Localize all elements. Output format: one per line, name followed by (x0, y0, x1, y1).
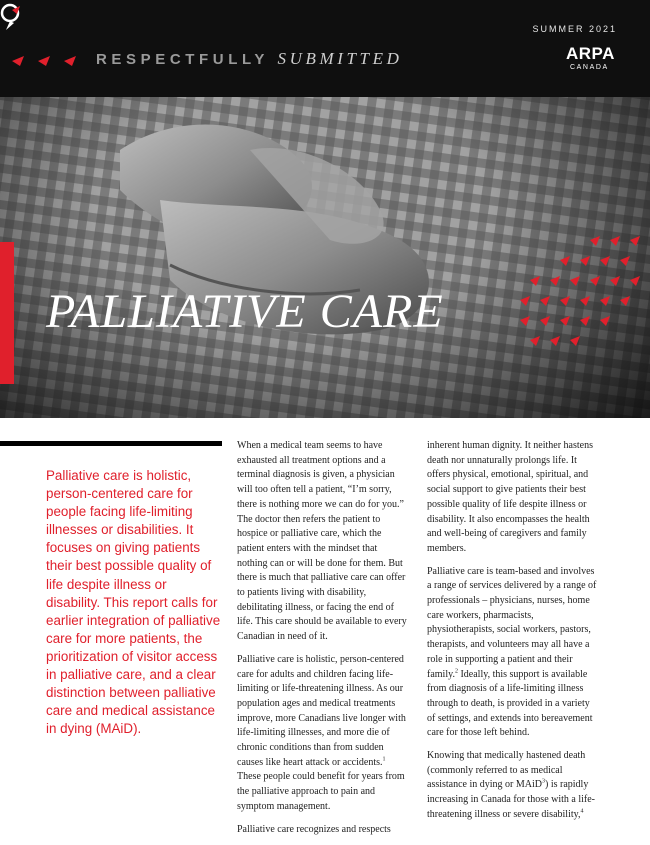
footnote-ref: 1 (382, 756, 386, 763)
issue-date: SUMMER 2021 (532, 24, 617, 34)
chevron-arrows-icon (10, 53, 80, 67)
body-paragraph (427, 565, 597, 741)
series-title-primary: RESPECTFULLY (96, 51, 269, 68)
series-title (96, 49, 402, 69)
footnote-ref: 2 (454, 668, 458, 675)
footnote-ref: 4 (580, 808, 584, 815)
summary-text: Palliative care is holistic, person-centered care for people facing life-limiting illnesses or disabilities. It focuses on giving patients their best possible quality of life despite illness or disability. This report calls for earlier integration of palliative care for more patients, the prioritization of visitor access in palliative care, and a clear distinction between palliative care and medical assistance in dying (MAiD). (46, 468, 221, 737)
page-title: PALLIATIVE CARE (46, 285, 444, 338)
body-text: Knowing that medically hastened death (commonly referred to as medical assistance in dying or MAiD (427, 750, 586, 791)
org-name: ARPA (566, 44, 615, 63)
arpa-logo-icon (0, 0, 80, 34)
body-paragraph: Palliative care recognizes and respects (237, 823, 391, 835)
body-text: Ideally, this support is available from diagnosis of a life-limiting illness through to death, is provided in a variety of settings, and extends into bereavement care for those left behind. (427, 668, 593, 739)
body-text: These people could benefit for years from the palliative approach to pain and symptom management. (237, 771, 405, 812)
body-column-2 (427, 439, 597, 831)
series-title-italic: SUBMITTED (277, 49, 403, 68)
red-accent-bar (0, 242, 14, 384)
section-divider (0, 441, 222, 446)
body-text: ) is rapidly increasing in Canada for those with a life-threatening illness or severe disability, (427, 779, 595, 820)
body-text: Palliative care is team-based and involves a range of services delivered by a range of professionals – physicians, nurses, home care workers, pharmacists, physiotherapists, social workers, pastors, therapists, and volunteers may all have a role in supporting a patient and their family. (427, 565, 597, 680)
body-text: Palliative care is holistic, person-centered care for adults and children facing life-limiting or life-threatening illness. As our population ages and medical treatments improve, more Canadians live longer with life-limiting illnesses, and more die of chronic conditions than from sudden causes like heart attack or accidents. (237, 653, 406, 768)
body-paragraph: inherent human dignity. It neither hastens death nor unnaturally prolongs life. It offers physical, emotional, spiritual, and social support to give patients their best possible quality of life despite illness or disability. It also encompasses the health and well-being of caregivers and family members. (427, 440, 593, 554)
body-paragraph (237, 653, 407, 815)
body-paragraph: When a medical team seems to have exhausted all treatment options and a terminal diagnosis is given, a physician will too often tell a patient, “I’m sorry, there is nothing more we can do for you.” The doctor then refers the patient to hospice or palliative care, which the patient enters with the mindset that nothing can or will be done for them. But there is much that palliative care can offer to patients living with disability, debilitating illness, or facing the end of life. This care should be available to every Canadian in need of it. (237, 440, 407, 643)
org-sub: CANADA (570, 64, 609, 71)
footnote-ref: 3 (542, 779, 545, 786)
hero-photo (0, 0, 650, 418)
body-column-1 (237, 439, 407, 845)
body-paragraph (427, 749, 597, 823)
